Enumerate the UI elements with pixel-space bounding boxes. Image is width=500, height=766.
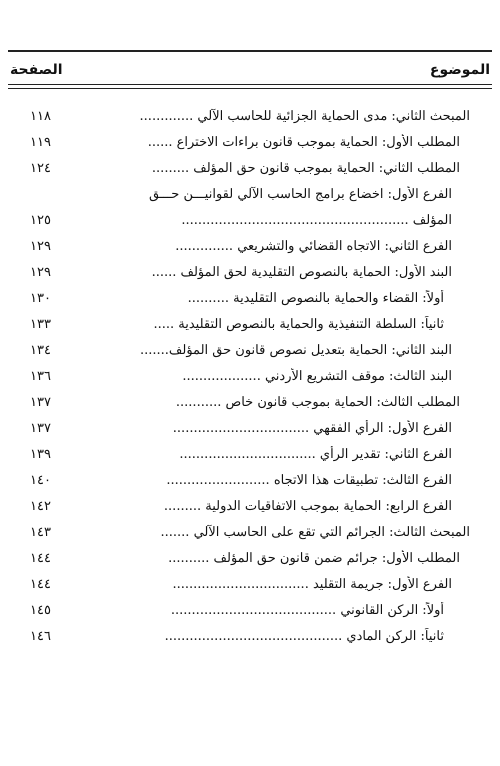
- entry-page: ١٢٩: [30, 239, 51, 254]
- entry-title: المطلب الأول: جرائم ضمن قانون حق المؤلف ..........: [168, 551, 460, 566]
- entry-page: ١٣٦: [30, 369, 51, 384]
- entry-title: الفرع الثاني: الاتجاه القضائي والتشريعي ..............: [175, 239, 452, 254]
- toc-entry: [30, 576, 470, 593]
- toc-entry: [30, 368, 470, 385]
- entry-page: ١٤٠: [30, 473, 51, 488]
- toc-entry: [30, 472, 470, 489]
- entry-title: المبحث الثالث: الجرائم التي تقع على الحاسب الآلي .......: [160, 525, 470, 540]
- entry-title: ثانياً: الركن المادي ...........................................: [164, 629, 444, 644]
- entry-page: ١٤٤: [30, 577, 51, 592]
- toc-entry: [30, 316, 470, 333]
- entry-title: الفرع الرابع: الحماية بموجب الاتفاقيات الدولية .........: [163, 499, 452, 514]
- top-rule: [8, 50, 492, 52]
- entry-page: ١٤٦: [30, 629, 51, 644]
- entry-page: ١٤٢: [30, 499, 51, 514]
- entry-page: ١١٨: [30, 109, 51, 124]
- header-double-rule: [8, 84, 492, 89]
- entry-page: ١٣٣: [30, 317, 51, 332]
- topic-column-label: الموضوع: [429, 62, 490, 78]
- toc-entry: [30, 290, 470, 307]
- entry-title: البند الثاني: الحماية بتعديل نصوص قانون حق المؤلف.......: [140, 343, 452, 358]
- entry-page: ١٢٥: [30, 213, 51, 228]
- entry-page: ١٤٥: [30, 603, 51, 618]
- entry-page: ١٣٧: [30, 395, 51, 410]
- toc-entry: [30, 342, 470, 359]
- entry-title: المؤلف .......................................................: [181, 213, 452, 228]
- toc-entry: [30, 264, 470, 281]
- entry-title: ثانياً: السلطة التنفيذية والحماية بالنصوص التقليدية .....: [153, 317, 444, 332]
- toc-entry: [30, 498, 470, 515]
- entry-page: ١٣٩: [30, 447, 51, 462]
- entry-title: المطلب الأول: الحماية بموجب قانون براءات الاختراع ......: [147, 135, 460, 150]
- entry-title: المطلب الثالث: الحماية بموجب قانون خاص ...........: [175, 395, 460, 410]
- toc-entry: [30, 212, 470, 229]
- entry-title: البند الأول: الحماية بالنصوص التقليدية لحق المؤلف ......: [151, 265, 452, 280]
- entry-page: ١٣٧: [30, 421, 51, 436]
- entry-page: ١٣٤: [30, 343, 51, 358]
- toc-list: [30, 108, 470, 654]
- entry-title: المبحث الثاني: مدى الحماية الجزائية للحاسب الآلي .............: [139, 109, 470, 124]
- toc-entry: [30, 420, 470, 437]
- page-column-label: الصفحة: [10, 62, 63, 78]
- entry-page: ١٢٤: [30, 161, 51, 176]
- entry-title: أولاً: القضاء والحماية بالنصوص التقليدية ..........: [187, 291, 444, 306]
- toc-entry: [30, 186, 470, 203]
- entry-page: ١١٩: [30, 135, 51, 150]
- toc-entry: [30, 160, 470, 177]
- entry-title: أولاً: الركن القانوني ........................................: [170, 603, 444, 618]
- entry-title: المطلب الثاني: الحماية بموجب قانون حق المؤلف .........: [151, 161, 460, 176]
- toc-entry: [30, 602, 470, 619]
- toc-entry: [30, 238, 470, 255]
- toc-entry: [30, 446, 470, 463]
- toc-header: [10, 58, 490, 82]
- toc-entry: [30, 550, 470, 567]
- toc-entry: [30, 524, 470, 541]
- entry-title: الفرع الأول: الرأي الفقهي .................................: [172, 421, 452, 436]
- entry-page: ١٤٣: [30, 525, 51, 540]
- entry-page: ١٣٠: [30, 291, 51, 306]
- entry-title: الفرع الأول: اخضاع برامج الحاسب الآلي لقوانيـــن حـــق: [149, 187, 452, 202]
- entry-title: الفرع الثاني: تقدير الرأي .................................: [179, 447, 452, 462]
- toc-entry: [30, 108, 470, 125]
- entry-page: ١٤٤: [30, 551, 51, 566]
- toc-entry: [30, 134, 470, 151]
- entry-title: الفرع الأول: جريمة التقليد .................................: [172, 577, 452, 592]
- toc-entry: [30, 394, 470, 411]
- entry-title: الفرع الثالث: تطبيقات هذا الاتجاه .........................: [166, 473, 452, 488]
- toc-entry: [30, 628, 470, 645]
- entry-page: ١٢٩: [30, 265, 51, 280]
- entry-title: البند الثالث: موقف التشريع الأردني ...................: [182, 369, 452, 384]
